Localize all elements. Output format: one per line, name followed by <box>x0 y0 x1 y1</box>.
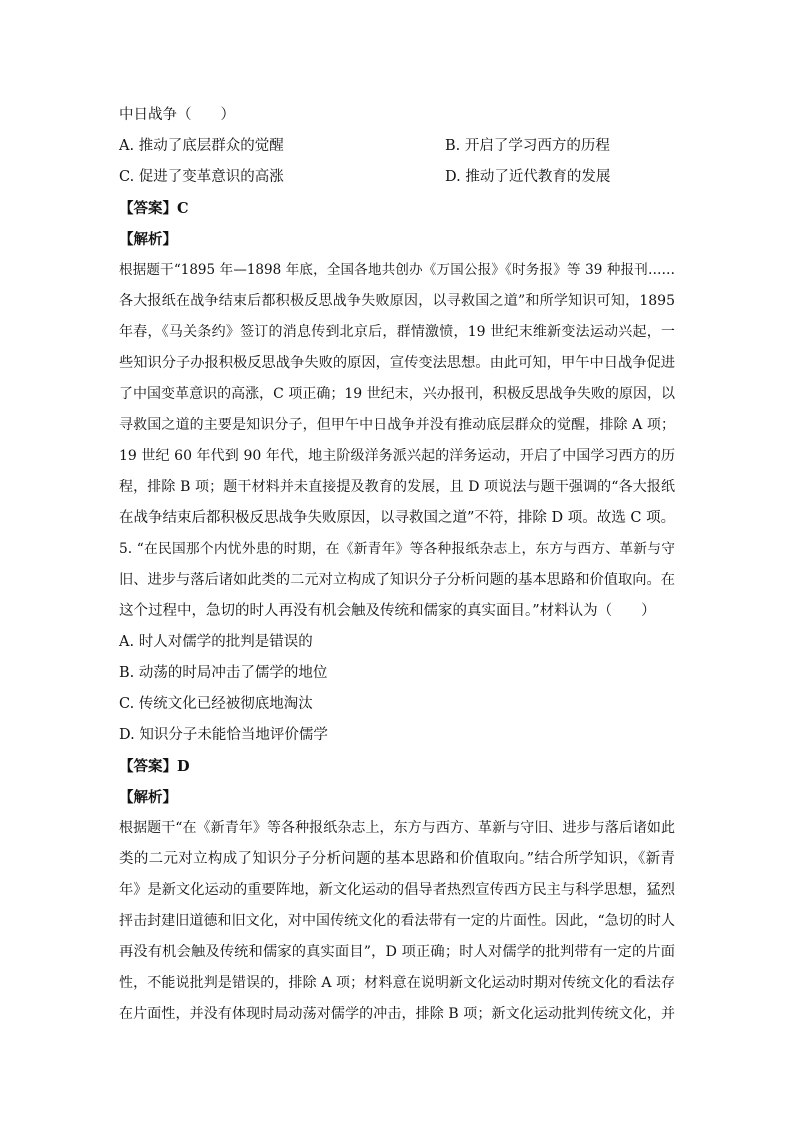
question-5-analysis-line: 类的二元对立构成了知识分子分析问题的基本思路和价值取向。”结合所学知识，《新青 <box>119 851 675 867</box>
question-5-analysis-line: 根据题干“在《新青年》等各种报纸杂志上，东方与西方、革新与守旧、进步与落后诸如此 <box>119 820 675 836</box>
question-5-option-c: C. 传统文化已经被彻底地淘汰 <box>119 696 313 712</box>
question-4-option-d: D. 推动了近代教育的发展 <box>445 169 611 185</box>
question-5-analysis-line: 再没有机会触及传统和儒家的真实面目”，D 项正确；时人对儒学的批判带有一定的片面 <box>119 944 675 960</box>
question-5-answer: 【答案】D <box>119 758 190 775</box>
question-4-analysis-line: 了中国变革意识的高涨，C 项正确；19 世纪末，兴办报刊，积极反思战争失败的原因，以 <box>119 386 675 402</box>
question-4-analysis-line: 根据题干“1895 年—1898 年底，全国各地共创办《万国公报》《时务报》等 39 种报刊…… <box>119 262 675 278</box>
question-5-option-b: B. 动荡的时局冲击了儒学的地位 <box>119 665 328 681</box>
question-4-answer: 【答案】C <box>119 200 189 217</box>
question-4-analysis-line: 在战争结束后都积极反思战争失败原因，以寻救国之道”不符，排除 D 项。故选 C 项。 <box>119 510 676 526</box>
question-5-analysis-line: 在片面性，并没有体现时局动荡对儒学的冲击，排除 B 项；新文化运动批判传统文化，并 <box>119 1006 675 1022</box>
question-4-stem-tail: 中日战争（ ） <box>119 107 235 123</box>
question-4-option-c: C. 促进了变革意识的高涨 <box>119 169 284 185</box>
question-4-options-row-2 <box>119 162 675 193</box>
question-5-option-a: A. 时人对儒学的批判是错误的 <box>119 634 313 650</box>
question-4-options-row-1 <box>119 131 675 162</box>
question-5-stem-line: 5. “在民国那个内忧外患的时期，在《新青年》等各种报纸杂志上，东方与西方、革新与守 <box>119 541 675 557</box>
question-5-analysis-title: 【解析】 <box>119 789 177 806</box>
question-4-analysis-title: 【解析】 <box>119 231 177 248</box>
question-4-option-a: A. 推动了底层群众的觉醒 <box>119 138 284 154</box>
question-4-analysis-line: 年春，《马关条约》签订的消息传到北京后，群情激愤，19 世纪末维新变法运动兴起，一 <box>119 324 675 340</box>
question-5-analysis-line: 年》是新文化运动的重要阵地，新文化运动的倡导者热烈宣传西方民主与科学思想，猛烈 <box>119 882 675 898</box>
question-4-analysis-line: 些知识分子办报积极反思战争失败的原因，宣传变法思想。由此可知，甲午中日战争促进 <box>119 355 675 371</box>
question-4-option-b: B. 开启了学习西方的历程 <box>445 138 610 154</box>
document-content <box>119 100 675 1030</box>
question-5-analysis-line: 性，不能说批判是错误的，排除 A 项；材料意在说明新文化运动时期对传统文化的看法存 <box>119 975 675 991</box>
question-5-stem-line: 这个过程中，急切的时人再没有机会触及传统和儒家的真实面目。”材料认为（ ） <box>119 603 656 619</box>
question-5-stem-line: 旧、进步与落后诸如此类的二元对立构成了知识分子分析问题的基本思路和价值取向。在 <box>119 572 675 588</box>
question-5-option-d: D. 知识分子未能恰当地评价儒学 <box>119 727 328 743</box>
question-5-analysis-line: 抨击封建旧道德和旧文化，对中国传统文化的看法带有一定的片面性。因此，“急切的时人 <box>119 913 675 929</box>
question-4-analysis-line: 19 世纪 60 年代到 90 年代，地主阶级洋务派兴起的洋务运动，开启了中国学习西方的历 <box>119 448 675 464</box>
question-4-analysis-line: 各大报纸在战争结束后都积极反思战争失败原因，以寻救国之道”和所学知识可知，1895 <box>119 293 675 309</box>
question-4-analysis-line: 程，排除 B 项；题干材料并未直接提及教育的发展，且 D 项说法与题干强调的“各大报纸 <box>119 479 675 495</box>
question-4-analysis-line: 寻救国之道的主要是知识分子，但甲午中日战争并没有推动底层群众的觉醒，排除 A 项； <box>119 417 675 433</box>
